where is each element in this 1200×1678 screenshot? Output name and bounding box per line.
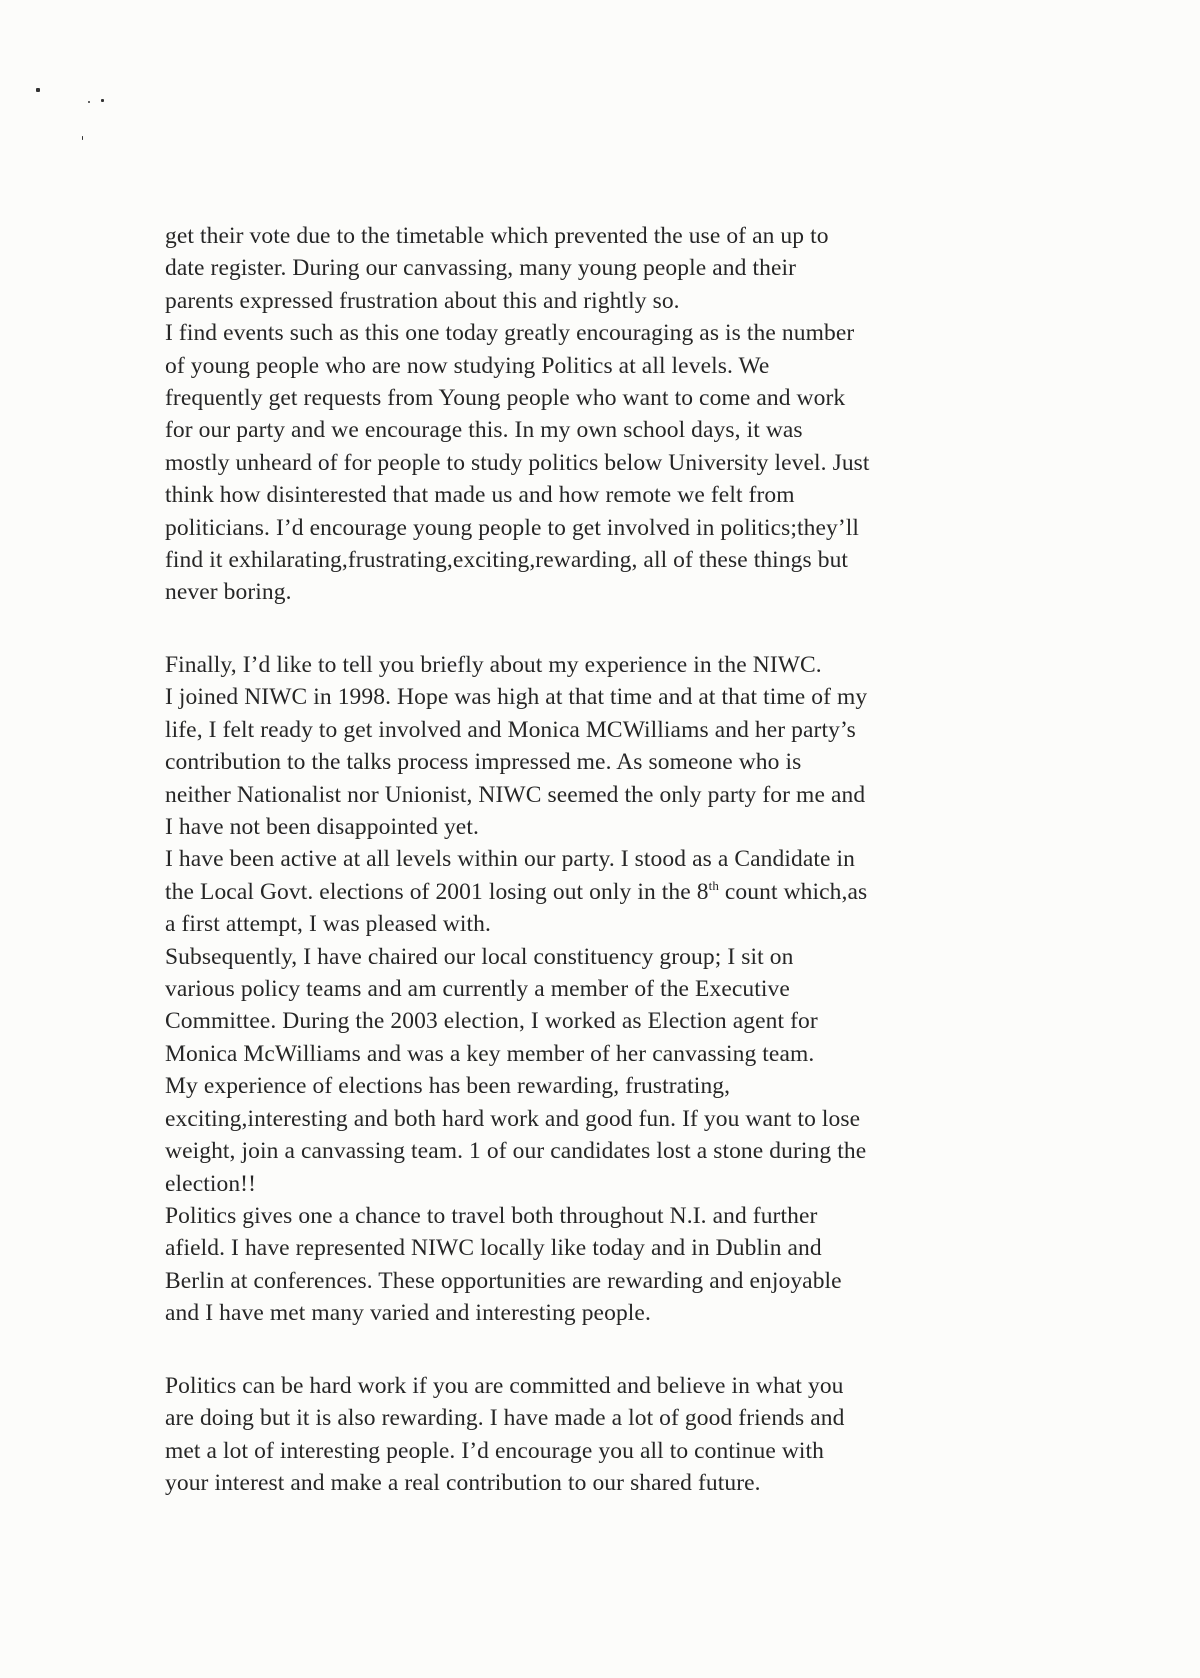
line-start: the Local Govt. elections of 2001 losing out only in the 8 [165,878,709,905]
text-line: contribution to the talks process impressed me. As someone who is [165,749,802,776]
text-line: My experience of elections has been rewarding, frustrating, [165,1073,731,1100]
paragraph-niwc-experience [165,649,1045,1330]
text-line: of young people who are now studying Politics at all levels. We [165,352,770,379]
text-line: find it exhilarating,frustrating,exciting,rewarding, all of these things but [165,547,849,574]
text-line-with-superscript [165,876,1045,908]
text-line: Monica McWilliams and was a key member of her canvassing team. [165,1040,815,1067]
text-line: Politics gives one a chance to travel both throughout N.I. and further [165,1202,818,1229]
scan-speck [101,99,104,102]
text-line: neither Nationalist nor Unionist, NIWC seemed the only party for me and [165,781,866,808]
text-line: politicians. I’d encourage young people to get involved in politics;they’ll [165,514,860,541]
line-end: count which,as [718,878,868,905]
text-line: Berlin at conferences. These opportunities are rewarding and enjoyable [165,1267,842,1294]
text-line: get their vote due to the timetable which prevented the use of an up to [165,223,829,249]
text-line: and I have met many varied and interesting people. [165,1300,651,1327]
text-line: Committee. During the 2003 election, I worked as Election agent for [165,1008,818,1035]
text-line: weight, join a canvassing team. 1 of our candidates lost a stone during the [165,1138,867,1165]
text-line: Subsequently, I have chaired our local constituency group; I sit on [165,943,794,970]
text-line: I have not been disappointed yet. [165,814,479,841]
text-line: various policy teams and am currently a member of the Executive [165,976,790,1003]
text-line: Finally, I’d like to tell you briefly about my experience in the NIWC. [165,652,822,678]
text-line: exciting,interesting and both hard work and good fun. If you want to lose [165,1105,861,1132]
text-line: your interest and make a real contribution to our shared future. [165,1470,761,1497]
text-line: I have been active at all levels within our party. I stood as a Candidate in [165,846,855,873]
text-line: election!! [165,1170,257,1197]
text-line: parents expressed frustration about this and rightly so. [165,287,680,314]
text-line: are doing but it is also rewarding. I have made a lot of good friends and [165,1405,845,1432]
text-line: think how disinterested that made us and how remote we felt from [165,482,795,509]
text-line: date register. During our canvassing, many young people and their [165,255,797,282]
ordinal-superscript: th [708,878,719,894]
text-line: mostly unheard of for people to study politics below University level. Just [165,449,870,476]
paragraph-youth-politics [165,220,1045,609]
text-line: never boring. [165,579,292,606]
text-line: for our party and we encourage this. In my own school days, it was [165,417,803,444]
text-line: I joined NIWC in 1998. Hope was high at that time and at that time of my [165,684,868,711]
text-line: a first attempt, I was pleased with. [165,911,491,938]
scan-speck [88,101,90,103]
text-line: frequently get requests from Young people who want to come and work [165,385,846,412]
text-line: afield. I have represented NIWC locally like today and in Dublin and [165,1235,822,1262]
text-line: life, I felt ready to get involved and Monica MCWilliams and her party’s [165,716,856,743]
text-line: Politics can be hard work if you are committed and believe in what you [165,1373,844,1399]
text-line: I find events such as this one today greatly encouraging as is the number [165,320,855,347]
paragraph-closing [165,1370,1045,1500]
text-line: met a lot of interesting people. I’d encourage you all to continue with [165,1437,825,1464]
scan-speck [82,136,83,140]
scan-speck [36,88,40,92]
